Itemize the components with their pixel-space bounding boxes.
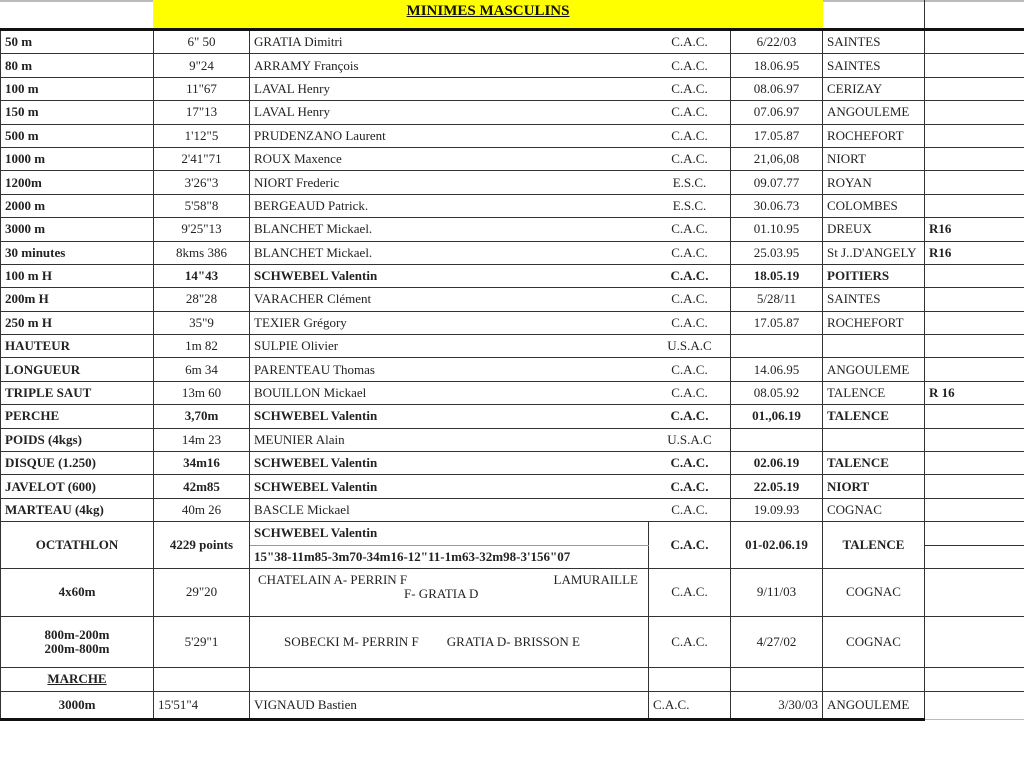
performance-cell: 9'25"13 (154, 218, 250, 241)
note-cell (925, 147, 1024, 170)
note-cell (925, 522, 1024, 545)
place-cell: COGNAC (823, 498, 925, 521)
date-cell: 3/30/03 (731, 691, 823, 719)
section-heading-row (1, 667, 1024, 691)
club-cell: C.A.C. (649, 264, 731, 287)
place-cell: TALENCE (823, 381, 925, 404)
club-cell: C.A.C. (649, 124, 731, 147)
date-cell: 22.05.19 (731, 475, 823, 498)
performance-cell: 6" 50 (154, 30, 250, 54)
athlete-cell: BOUILLON Mickael (250, 381, 649, 404)
record-row (1, 264, 1024, 287)
performance-cell: 11"67 (154, 77, 250, 100)
performance-cell: 29"20 (154, 568, 250, 616)
athlete-cell: BLANCHET Mickael. (250, 241, 649, 264)
note-cell (925, 498, 1024, 521)
club-cell: C.A.C. (649, 101, 731, 124)
date-cell: 08.06.97 (731, 77, 823, 100)
record-row (1, 194, 1024, 217)
athlete-cell: MEUNIER Alain (250, 428, 649, 451)
note-cell (925, 568, 1024, 616)
note-cell (925, 171, 1024, 194)
club-cell: E.S.C. (649, 194, 731, 217)
date-cell: 14.06.95 (731, 358, 823, 381)
date-cell: 17.05.87 (731, 311, 823, 334)
record-row (1, 498, 1024, 521)
record-row (1, 288, 1024, 311)
place-cell: POITIERS (823, 264, 925, 287)
note-cell (925, 77, 1024, 100)
club-cell: C.A.C. (649, 358, 731, 381)
event-cell: 30 minutes (1, 241, 154, 264)
record-row (1, 381, 1024, 404)
athlete-cell: ROUX Maxence (250, 147, 649, 170)
record-row (1, 311, 1024, 334)
performance-cell: 3'26"3 (154, 171, 250, 194)
athlete-cell: LAVAL Henry (250, 77, 649, 100)
record-row (1, 428, 1024, 451)
athlete-cell: SCHWEBEL Valentin (250, 405, 649, 428)
athlete-cell: ARRAMY François (250, 54, 649, 77)
event-cell: POIDS (4kgs) (1, 428, 154, 451)
record-row (1, 475, 1024, 498)
place-cell: CERIZAY (823, 77, 925, 100)
event-line2: 200m-800m (44, 640, 110, 656)
event-cell (1, 616, 154, 667)
club-cell: U.S.A.C (649, 335, 731, 358)
performance-cell: 3,70m (154, 405, 250, 428)
date-cell: 21,06,08 (731, 147, 823, 170)
record-row (1, 54, 1024, 77)
performance-cell (154, 667, 250, 691)
relay-athletes-b: GRATIA D- BRISSON E (446, 633, 580, 649)
athlete-cell: SCHWEBEL Valentin (250, 452, 649, 475)
note-cell (925, 335, 1024, 358)
place-cell: ROCHEFORT (823, 311, 925, 334)
event-cell: 3000 m (1, 218, 154, 241)
event-cell: LONGUEUR (1, 358, 154, 381)
event-cell: 500 m (1, 124, 154, 147)
record-row (1, 147, 1024, 170)
note-cell (925, 311, 1024, 334)
event-cell: MARTEAU (4kg) (1, 498, 154, 521)
relay-athletes-line2: F- GRATIA D (404, 585, 479, 601)
club-cell: C.A.C. (649, 381, 731, 404)
place-cell (823, 667, 925, 691)
club-cell: C.A.C. (649, 691, 731, 719)
date-cell: 19.09.93 (731, 498, 823, 521)
event-cell: 50 m (1, 30, 154, 54)
note-cell (925, 667, 1024, 691)
place-cell: COGNAC (823, 616, 925, 667)
record-row (1, 218, 1024, 241)
athlete-cell: GRATIA Dimitri (250, 30, 649, 54)
event-cell: 80 m (1, 54, 154, 77)
athlete-cell: VIGNAUD Bastien (250, 691, 649, 719)
place-cell: ANGOULEME (823, 358, 925, 381)
club-cell: C.A.C. (649, 498, 731, 521)
event-cell: 100 m (1, 77, 154, 100)
place-cell: ANGOULEME (823, 691, 925, 719)
record-row (1, 171, 1024, 194)
performance-cell: 14"43 (154, 264, 250, 287)
athlete-cell: SCHWEBEL Valentin (250, 522, 649, 545)
record-row (1, 691, 1024, 719)
performance-cell: 34m16 (154, 452, 250, 475)
event-cell: DISQUE (1.250) (1, 452, 154, 475)
club-cell: C.A.C. (649, 30, 731, 54)
date-cell: 30.06.73 (731, 194, 823, 217)
date-cell (731, 335, 823, 358)
note-cell: R16 (925, 218, 1024, 241)
athlete-cell: VARACHER Clément (250, 288, 649, 311)
record-row (1, 124, 1024, 147)
note-cell (925, 124, 1024, 147)
event-cell: 1000 m (1, 147, 154, 170)
performance-cell: 42m85 (154, 475, 250, 498)
date-cell: 9/11/03 (731, 568, 823, 616)
note-cell (925, 452, 1024, 475)
place-cell: DREUX (823, 218, 925, 241)
record-row (1, 405, 1024, 428)
athlete-cell: PARENTEAU Thomas (250, 358, 649, 381)
place-cell: SAINTES (823, 54, 925, 77)
date-cell: 09.07.77 (731, 171, 823, 194)
date-cell: 08.05.92 (731, 381, 823, 404)
event-cell: 4x60m (1, 568, 154, 616)
performance-cell: 5'29"1 (154, 616, 250, 667)
place-cell (823, 335, 925, 358)
club-cell (649, 667, 731, 691)
place-cell: NIORT (823, 475, 925, 498)
note-cell: R 16 (925, 381, 1024, 404)
octathlon-row (1, 522, 1024, 545)
event-cell: 2000 m (1, 194, 154, 217)
performance-cell: 1'12"5 (154, 124, 250, 147)
note-cell (925, 545, 1024, 568)
event-cell: TRIPLE SAUT (1, 381, 154, 404)
performance-cell: 8kms 386 (154, 241, 250, 264)
event-cell: OCTATHLON (1, 522, 154, 569)
date-cell: 6/22/03 (731, 30, 823, 54)
athlete-cell: TEXIER Grégory (250, 311, 649, 334)
place-cell: ANGOULEME (823, 101, 925, 124)
relay-athletes-line1: CHATELAIN A- PERRIN F (258, 571, 408, 587)
athlete-cell: SCHWEBEL Valentin (250, 475, 649, 498)
date-cell: 01.,06.19 (731, 405, 823, 428)
club-cell: C.A.C. (649, 241, 731, 264)
place-cell: TALENCE (823, 452, 925, 475)
event-cell: PERCHE (1, 405, 154, 428)
performance-cell: 6m 34 (154, 358, 250, 381)
record-row (1, 452, 1024, 475)
place-cell: TALENCE (823, 405, 925, 428)
records-table (0, 28, 1024, 721)
place-cell: St J..D'ANGELY (823, 241, 925, 264)
athletes-cell (250, 568, 649, 616)
place-cell: NIORT (823, 147, 925, 170)
club-cell: C.A.C. (649, 54, 731, 77)
club-cell: C.A.C. (649, 405, 731, 428)
note-cell (925, 405, 1024, 428)
athlete-cell: SCHWEBEL Valentin (250, 264, 649, 287)
place-cell: COGNAC (823, 568, 925, 616)
record-row (1, 358, 1024, 381)
athlete-cell: LAVAL Henry (250, 101, 649, 124)
record-row (1, 335, 1024, 358)
note-cell (925, 30, 1024, 54)
club-cell: C.A.C. (649, 568, 731, 616)
date-cell: 25.03.95 (731, 241, 823, 264)
athlete-cell: BASCLE Mickael (250, 498, 649, 521)
relay-athletes-line1-right: LAMURAILLE (553, 571, 638, 587)
club-cell: C.A.C. (649, 288, 731, 311)
record-row (1, 77, 1024, 100)
performance-cell: 13m 60 (154, 381, 250, 404)
date-cell: 02.06.19 (731, 452, 823, 475)
club-cell: C.A.C. (649, 218, 731, 241)
club-cell: U.S.A.C (649, 428, 731, 451)
note-cell (925, 428, 1024, 451)
date-cell: 4/27/02 (731, 616, 823, 667)
place-cell: COLOMBES (823, 194, 925, 217)
club-cell: C.A.C. (649, 147, 731, 170)
athletes-cell (250, 616, 649, 667)
club-cell: C.A.C. (649, 475, 731, 498)
note-cell (925, 54, 1024, 77)
sheet-title: MINIMES MASCULINS (406, 3, 570, 19)
note-cell: R16 (925, 241, 1024, 264)
event-cell: 150 m (1, 101, 154, 124)
event-cell: 3000m (1, 691, 154, 719)
note-cell (925, 288, 1024, 311)
place-cell (823, 428, 925, 451)
note-cell (925, 101, 1024, 124)
club-cell: C.A.C. (649, 522, 731, 569)
performance-cell: 35"9 (154, 311, 250, 334)
event-cell: HAUTEUR (1, 335, 154, 358)
athlete-cell: NIORT Frederic (250, 171, 649, 194)
date-cell: 17.05.87 (731, 124, 823, 147)
event-cell: 250 m H (1, 311, 154, 334)
place-cell: SAINTES (823, 30, 925, 54)
performance-cell: 15'51"4 (154, 691, 250, 719)
place-cell: TALENCE (823, 522, 925, 569)
note-cell (925, 691, 1024, 719)
relay-row (1, 568, 1024, 616)
club-cell: E.S.C. (649, 171, 731, 194)
performance-cell: 40m 26 (154, 498, 250, 521)
performance-cell: 17"13 (154, 101, 250, 124)
performance-cell: 1m 82 (154, 335, 250, 358)
date-cell: 07.06.97 (731, 101, 823, 124)
date-cell: 18.06.95 (731, 54, 823, 77)
relay-athletes-a: SOBECKI M- PERRIN F (284, 633, 419, 649)
athlete-cell: SULPIE Olivier (250, 335, 649, 358)
record-row (1, 30, 1024, 54)
performance-cell: 2'41"71 (154, 147, 250, 170)
athlete-cell: BLANCHET Mickael. (250, 218, 649, 241)
place-cell: SAINTES (823, 288, 925, 311)
event-line1: 800m-200m (44, 626, 110, 642)
date-cell: 01-02.06.19 (731, 522, 823, 569)
note-cell (925, 264, 1024, 287)
date-cell (731, 667, 823, 691)
note-cell (925, 475, 1024, 498)
event-cell: 1200m (1, 171, 154, 194)
performance-cell: 28"28 (154, 288, 250, 311)
record-row (1, 101, 1024, 124)
relay-row (1, 616, 1024, 667)
event-cell: 200m H (1, 288, 154, 311)
date-cell: 5/28/11 (731, 288, 823, 311)
section-heading: MARCHE (1, 667, 154, 691)
performance-cell: 9"24 (154, 54, 250, 77)
note-cell (925, 194, 1024, 217)
club-cell: C.A.C. (649, 77, 731, 100)
event-cell: JAVELOT (600) (1, 475, 154, 498)
place-cell: ROYAN (823, 171, 925, 194)
place-cell: ROCHEFORT (823, 124, 925, 147)
header-empty-cell (924, 0, 1024, 28)
date-cell (731, 428, 823, 451)
club-cell: C.A.C. (649, 452, 731, 475)
record-row (1, 241, 1024, 264)
club-cell: C.A.C. (649, 311, 731, 334)
note-cell (925, 358, 1024, 381)
club-cell: C.A.C. (649, 616, 731, 667)
date-cell: 18.05.19 (731, 264, 823, 287)
event-cell: 100 m H (1, 264, 154, 287)
performance-cell: 5'58"8 (154, 194, 250, 217)
date-cell: 01.10.95 (731, 218, 823, 241)
performance-cell: 4229 points (154, 522, 250, 569)
octathlon-details-cell: 15"38-11m85-3m70-34m16-12"11-1m63-32m98-3'156"07 (250, 545, 649, 568)
note-cell (925, 616, 1024, 667)
athlete-cell: BERGEAUD Patrick. (250, 194, 649, 217)
athlete-cell: PRUDENZANO Laurent (250, 124, 649, 147)
athlete-cell (250, 667, 649, 691)
performance-cell: 14m 23 (154, 428, 250, 451)
